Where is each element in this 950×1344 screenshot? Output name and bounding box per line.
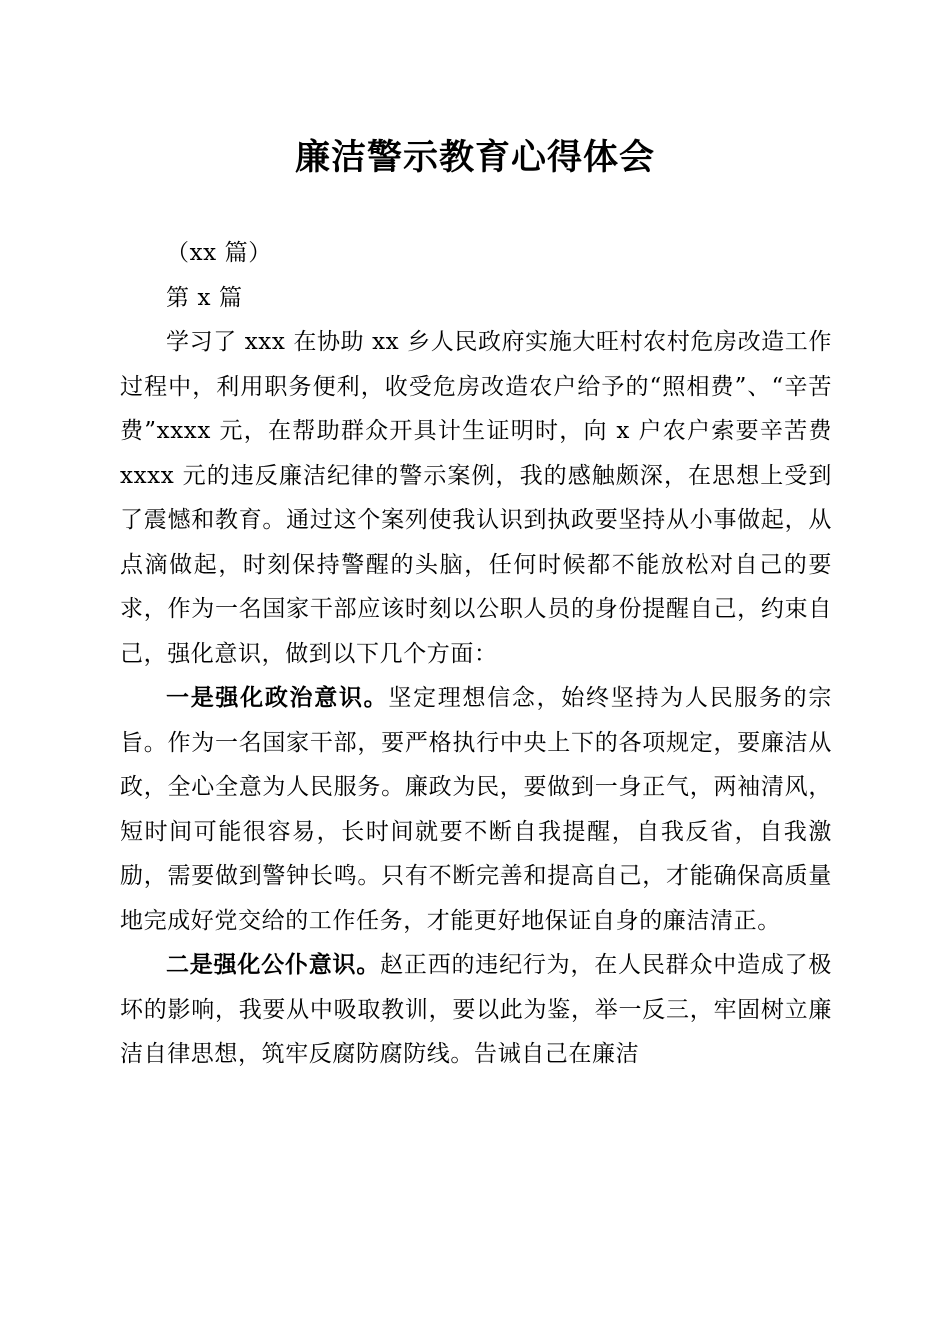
point-2-paragraph — [120, 943, 832, 1077]
document-body — [120, 231, 832, 1077]
intro-paragraph: 学习了 xxx 在协助 xx 乡人民政府实施大旺村农村危房改造工作过程中，利用职务便利，收受危房改造农户给予的“照相费”、“辛苦费”xxxx 元，在帮助群众开具计生证明时，向 x 户农户索要辛苦费 xxxx 元的违反廉洁纪律的警示案例，我的感触颇深，在思想上受到了震憾和教育。通过这个案列使我认识到执政要坚持从小事做起，从点滴做起，时刻保持警醒的头脑，任何时候都不能放松对自己的要求，作为一名国家干部应该时刻以公职人员的身份提醒自己，约束自己，强化意识，做到以下几个方面： — [120, 329, 832, 667]
section-label: 第 x 篇 — [166, 284, 243, 311]
document-title: 廉洁警示教育心得体会 — [294, 137, 655, 178]
point-1-heading: 一是强化政治意识。 — [166, 684, 389, 711]
point-1-paragraph — [120, 676, 832, 943]
point-1-body: 坚定理想信念，始终坚持为人民服务的宗旨。作为一名国家干部，要严格执行中央上下的各项规定，要廉洁从政，全心全意为人民服务。廉政为民，要做到一身正气，两袖清风，短时间可能很容易，长时间就要不断自我提醒，自我反省，自我激励，需要做到警钟长鸣。只有不断完善和提高自己，才能确保高质量地完成好党交给的工作任务，才能更好地保证自身的廉洁清正。 — [120, 685, 832, 934]
point-2-body: 赵正西的违纪行为，在人民群众中造成了极坏的影响，我要从中吸取教训，要以此为鉴，举一反三，牢固树立廉洁自律思想，筑牢反腐防腐防线。告诫自己在廉洁 — [120, 952, 832, 1067]
subtitle: （xx 篇） — [166, 240, 272, 266]
point-2-heading: 二是强化公仆意识。 — [166, 951, 381, 978]
